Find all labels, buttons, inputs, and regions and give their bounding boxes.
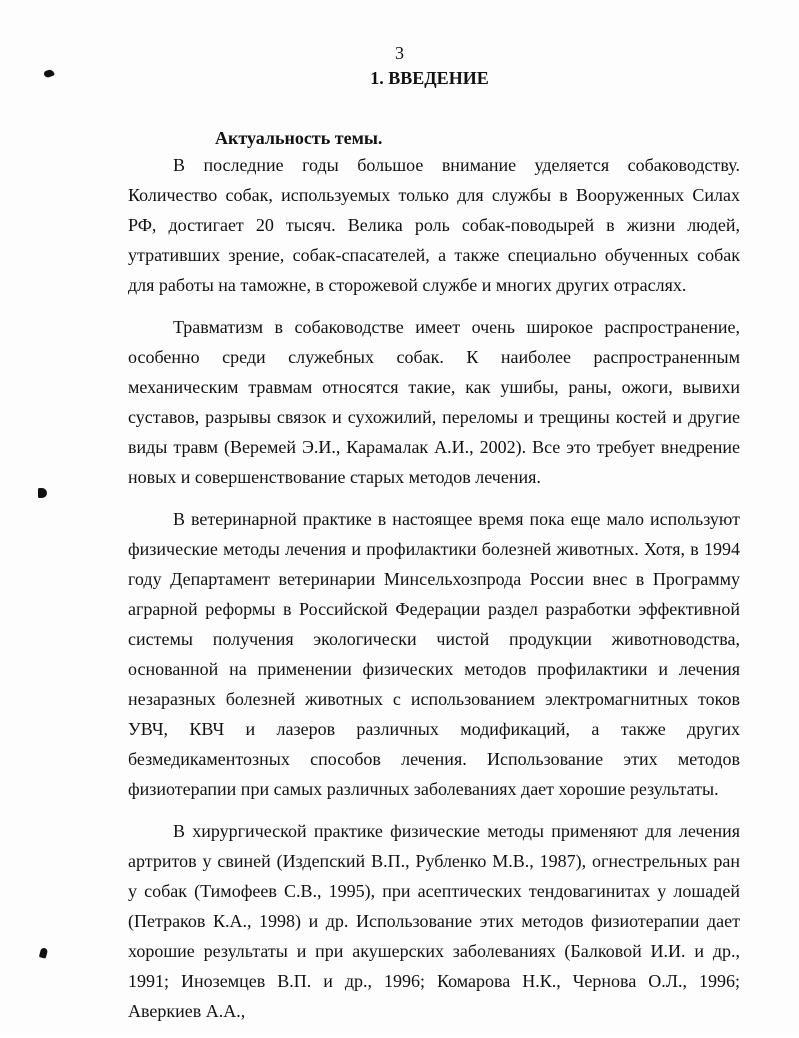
body-text [128,150,740,1038]
paragraph-2: Травматизм в собаководстве имеет очень широкое распространение, особенно среди служебных собак. К наиболее распространенным механическим травмам относятся такие, как ушибы, раны, ожоги, вывихи суставов, разрывы связок и сухожилий, переломы и трещины костей и другие виды травм (Веремей Э.И., Карамалак А.И., 2002). Все это требует внедрение новых и совершенствование старых методов лечения. [128,317,740,487]
scan-speck-bottom [39,947,48,958]
section-title: Актуальность темы. [215,128,383,148]
paragraph-3: В ветеринарной практике в настоящее время пока еще мало используют физические методы лечения и профилактики болезней животных. Хотя, в 1994 году Департамент ветеринарии Минсельхозпрода России внес в Программу аграрной реформы в Российской Федерации раздел разработки эффективной системы получения экологически чистой продукции животноводства, основанной на применении физических методов профилактики и лечения незаразных болезней животных с использованием электромагнитных токов УВЧ, КВЧ и лазеров различных модификаций, а также других безмедикаментозных способов лечения. Использование этих методов физиотерапии при самых различных заболеваниях дает хорошие результаты. [128,509,740,799]
paragraph-4: В хирургической практике физические методы применяют для лечения артритов у свиней (Издепский В.П., Рубленко М.В., 1987), огнестрельных ран у собак (Тимофеев С.В., 1995), при асептических тендовагинитах у лошадей (Петраков К.А., 1998) и др. Использование этих методов физиотерапии дает хорошие результаты и при акушерских заболеваниях (Балковой И.И. и др., 1991; Иноземцев В.П. и др., 1996; Комарова Н.К., Чернова О.Л., 1996; Аверкиев А.А., [128,821,740,1021]
page-number: 3 [395,43,404,63]
scan-speck-middle [38,488,47,498]
chapter-title: 1. ВВЕДЕНИЕ [370,68,489,88]
paragraph-1: В последние годы большое внимание уделяется собаководству. Количество собак, используемых только для службы в Вооруженных Силах РФ, достигает 20 тысяч. Велика роль собак-поводырей в жизни людей, утративших зрение, собак-спасателей, а также специально обученных собак для работы на таможне, в сторожевой службе и многих других отраслях. [128,155,740,295]
